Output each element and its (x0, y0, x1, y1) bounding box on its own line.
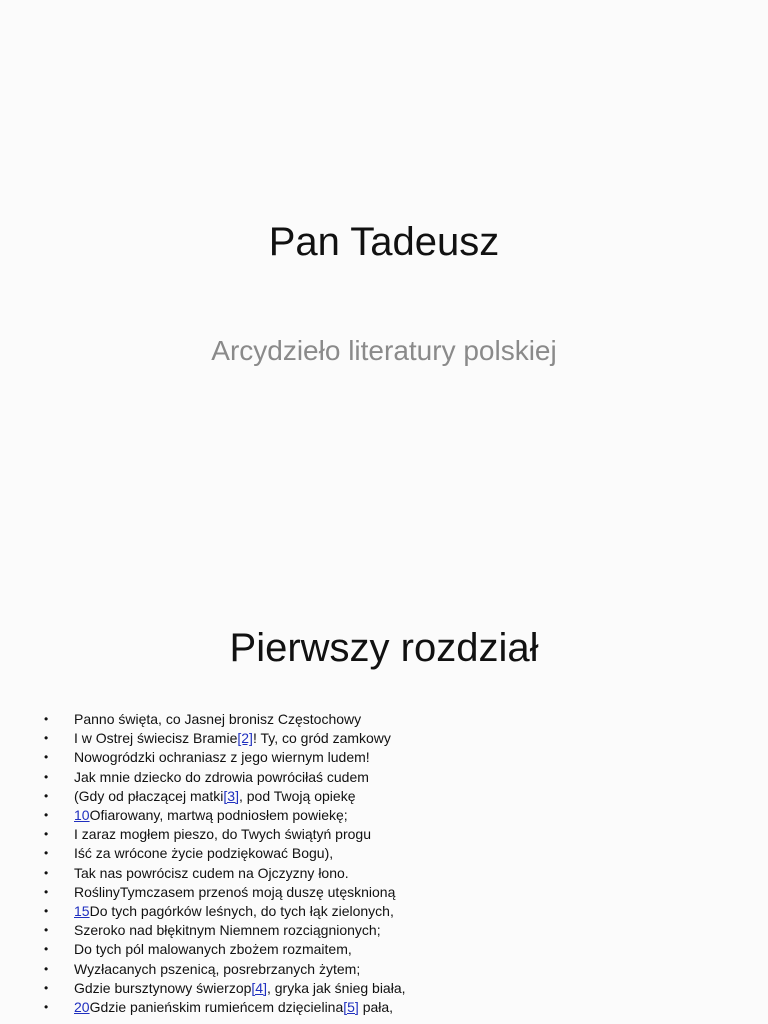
verse-line (40, 768, 406, 787)
bullet-icon: • (44, 731, 49, 746)
bullet-icon: • (44, 788, 49, 803)
bullet-icon: • (44, 1000, 49, 1015)
bullet-icon: • (44, 769, 49, 784)
verse-line (40, 710, 406, 729)
verse-text: Panno święta, co Jasnej bronisz Częstochowy (74, 711, 362, 727)
verse-text: Do tych pagórków leśnych, do tych łąk zielonych, (89, 903, 394, 920)
verse-text: Gdzie panieńskim rumieńcem dzięcielina (89, 999, 344, 1016)
verse-line (40, 729, 406, 748)
verse-text: I zaraz mogłem pieszo, do Twych świątyń progu (74, 826, 371, 843)
footnote-link[interactable]: [4] (251, 979, 267, 996)
bullet-icon: • (44, 961, 49, 976)
slide-title: Pan Tadeusz (268, 220, 500, 264)
verse-line (40, 748, 406, 767)
chapter-title: Pierwszy rozdział (229, 626, 539, 670)
verse-line (40, 806, 406, 825)
verse-line (40, 940, 406, 959)
bullet-icon: • (44, 865, 49, 880)
bullet-icon: • (44, 712, 49, 726)
verse-text: (Gdy od płaczącej matki (74, 787, 224, 804)
bullet-icon: • (44, 904, 49, 919)
verse-text: Jak mnie dziecko do zdrowia powróciłaś cudem (74, 768, 369, 785)
verse-text: Nowogródzki ochraniasz z jego wiernym ludem! (74, 749, 370, 766)
bullet-icon: • (44, 923, 49, 938)
verse-text: , gryka jak śnieg biała, (266, 979, 406, 996)
footnote-link[interactable]: 15 (74, 903, 90, 920)
verse-line (40, 864, 406, 883)
verse-line (40, 921, 406, 940)
verse-line (40, 883, 406, 902)
bullet-icon: • (44, 884, 49, 899)
verse-text: ! Ty, co gród zamkowy (252, 730, 391, 747)
verse-text: , pod Twoją opiekę (238, 787, 356, 804)
footnote-link[interactable]: [3] (223, 787, 239, 804)
verse-text: Ofiarowany, martwą podniosłem powiekę; (89, 807, 348, 824)
bullet-icon: • (44, 846, 49, 861)
verse-text: Tak nas powrócisz cudem na Ojczyzny łono. (74, 864, 349, 881)
footnote-link[interactable]: [2] (237, 730, 253, 747)
verse-line (40, 825, 406, 844)
bullet-icon: • (44, 980, 49, 995)
bullet-icon: • (44, 750, 49, 765)
footnote-link[interactable]: 20 (74, 999, 90, 1016)
footnote-link[interactable]: [5] (343, 999, 359, 1016)
verse-text: Iść za wrócone życie podziękować Bogu), (74, 845, 334, 862)
verse-text: Gdzie bursztynowy świerzop (74, 979, 252, 996)
verse-line (40, 787, 406, 806)
verse-text: RoślinyTymczasem przenoś moją duszę utęsknioną (74, 883, 396, 900)
verse-list (40, 710, 406, 1017)
verse-text: Wyzłacanych pszenicą, posrebrzanych żytem; (74, 960, 361, 977)
verse-text: I w Ostrej świecisz Bramie (74, 730, 238, 747)
bullet-icon: • (44, 808, 49, 823)
verse-line (40, 960, 406, 979)
chapter-slide (0, 576, 768, 1024)
verse-text: Do tych pól malowanych zbożem rozmaitem, (74, 941, 352, 958)
verse-line (40, 902, 406, 921)
bullet-icon: • (44, 942, 49, 957)
verse-line (40, 844, 406, 863)
footnote-link[interactable]: 10 (74, 807, 90, 824)
verse-text: Szeroko nad błękitnym Niemnem rozciągnionych; (74, 922, 381, 939)
verse-line (40, 979, 406, 998)
bullet-icon: • (44, 827, 49, 842)
slide-subtitle: Arcydzieło literatury polskiej (211, 335, 557, 366)
verse-text: pała, (358, 999, 394, 1016)
verse-line (40, 998, 406, 1017)
